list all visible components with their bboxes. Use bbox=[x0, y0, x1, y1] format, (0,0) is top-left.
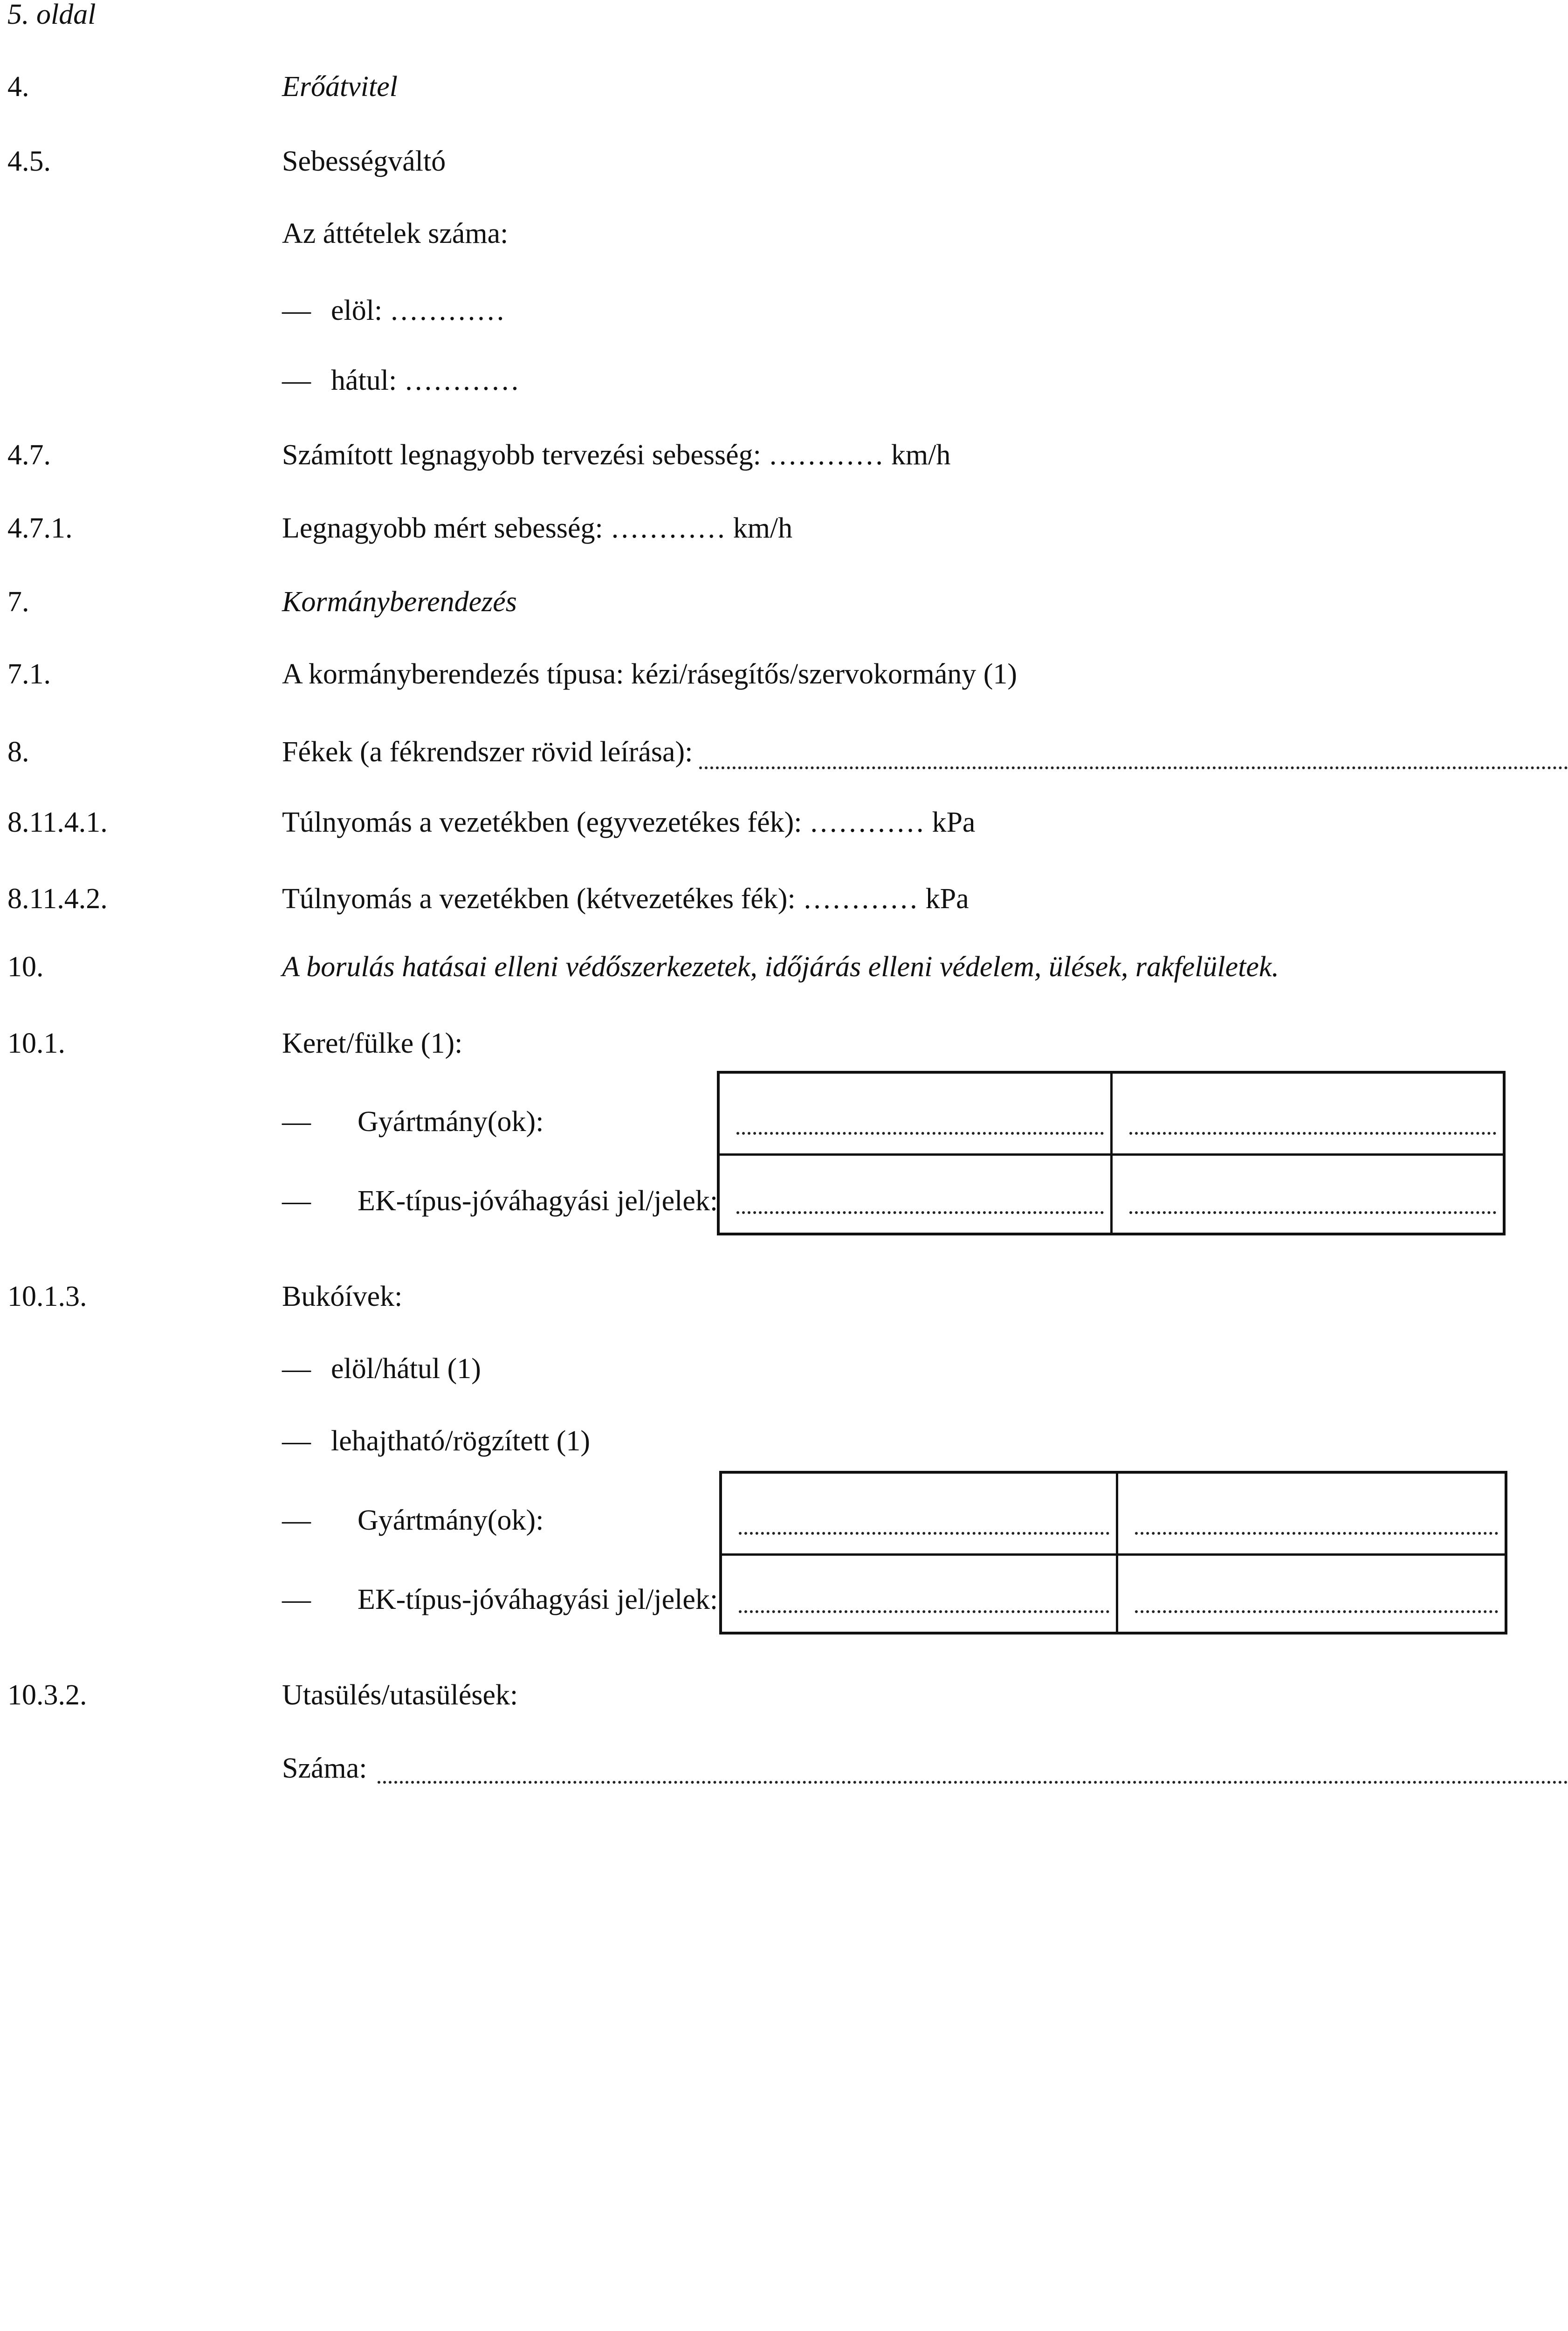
design-speed-field: Számított legnagyobb tervezési sebesség: ………… km/h bbox=[282, 439, 951, 471]
gear-count-label: Az áttételek száma: bbox=[282, 218, 509, 249]
make-label-10-1-3: Gyártmány(ok): bbox=[358, 1504, 544, 1536]
brakes-description-field bbox=[699, 738, 1568, 769]
section-number-8: 8. bbox=[7, 736, 29, 768]
section-number-10: 10. bbox=[7, 951, 44, 983]
section-number-4: 4. bbox=[7, 71, 29, 103]
dash-make-10-1: — bbox=[282, 1106, 311, 1138]
section-number-4-7-1: 4.7.1. bbox=[7, 512, 73, 544]
section-title-4: Erőátvitel bbox=[282, 71, 398, 103]
make-label-10-1: Gyártmány(ok): bbox=[358, 1106, 544, 1138]
dual-line-pressure-field: Túlnyomás a vezetékben (kétvezetékes fék): ………… kPa bbox=[282, 883, 969, 915]
measured-speed-field: Legnagyobb mért sebesség: ………… km/h bbox=[282, 512, 793, 544]
passenger-seat-count-field bbox=[378, 1754, 1568, 1784]
approval-label-10-1-3: EK-típus-jóváhagyási jel/jelek: bbox=[358, 1584, 718, 1615]
dash-foldable: — bbox=[282, 1425, 311, 1457]
section-title-4-5: Sebességváltó bbox=[282, 145, 446, 177]
gears-front-field: elöl: ………… bbox=[331, 295, 505, 326]
steering-type-field: A kormányberendezés típusa: kézi/rásegítős/szervokormány (1) bbox=[282, 658, 1018, 690]
section-number-8-11-4-1: 8.11.4.1. bbox=[7, 807, 108, 838]
section-number-7-1: 7.1. bbox=[7, 658, 51, 690]
cab-approval-cell-1[interactable] bbox=[718, 1154, 1111, 1234]
page-label: 5. oldal bbox=[7, 0, 96, 30]
rollbar-make-cell-2[interactable] bbox=[1117, 1472, 1506, 1554]
dash-front: — bbox=[282, 295, 311, 326]
rollbar-approval-cell-2[interactable] bbox=[1117, 1554, 1506, 1633]
section-title-10-1: Keret/fülke (1): bbox=[282, 1028, 463, 1059]
section-number-7: 7. bbox=[7, 586, 29, 618]
dash-approval-10-1-3: — bbox=[282, 1584, 311, 1615]
section-title-10-3-2: Utasülés/utasülések: bbox=[282, 1679, 518, 1711]
brakes-label: Fékek (a fékrendszer rövid leírása): bbox=[282, 736, 693, 768]
section-number-4-5: 4.5. bbox=[7, 145, 51, 177]
cab-frame-table bbox=[717, 1071, 1506, 1235]
cab-make-cell-2[interactable] bbox=[1111, 1072, 1504, 1154]
section-title-10-1-3: Bukóívek: bbox=[282, 1281, 403, 1312]
section-number-10-1: 10.1. bbox=[7, 1028, 65, 1059]
rollbar-approval-cell-1[interactable] bbox=[721, 1554, 1117, 1633]
foldable-field: lehajtható/rögzített (1) bbox=[331, 1425, 591, 1457]
section-number-4-7: 4.7. bbox=[7, 439, 51, 471]
single-line-pressure-field: Túlnyomás a vezetékben (egyvezetékes fék): ………… kPa bbox=[282, 807, 976, 838]
passenger-seat-count-label: Száma: bbox=[282, 1752, 367, 1784]
roll-bar-table bbox=[719, 1471, 1507, 1634]
section-title-7: Kormányberendezés bbox=[282, 586, 517, 618]
dash-make-10-1-3: — bbox=[282, 1504, 311, 1536]
cab-approval-cell-2[interactable] bbox=[1111, 1154, 1504, 1234]
dash-rear: — bbox=[282, 365, 311, 396]
section-number-10-3-2: 10.3.2. bbox=[7, 1679, 87, 1711]
rollbar-make-cell-1[interactable] bbox=[721, 1472, 1117, 1554]
gears-rear-field: hátul: ………… bbox=[331, 365, 520, 396]
cab-make-cell-1[interactable] bbox=[718, 1072, 1111, 1154]
section-number-8-11-4-2: 8.11.4.2. bbox=[7, 883, 108, 915]
approval-label-10-1: EK-típus-jóváhagyási jel/jelek: bbox=[358, 1185, 718, 1217]
dash-approval-10-1: — bbox=[282, 1185, 311, 1217]
front-rear-field: elöl/hátul (1) bbox=[331, 1353, 481, 1385]
section-number-10-1-3: 10.1.3. bbox=[7, 1281, 87, 1312]
dash-front-rear: — bbox=[282, 1353, 311, 1385]
section-title-10: A borulás hatásai elleni védőszerkezetek, időjárás elleni védelem, ülések, rakfelületek. bbox=[282, 951, 1279, 983]
